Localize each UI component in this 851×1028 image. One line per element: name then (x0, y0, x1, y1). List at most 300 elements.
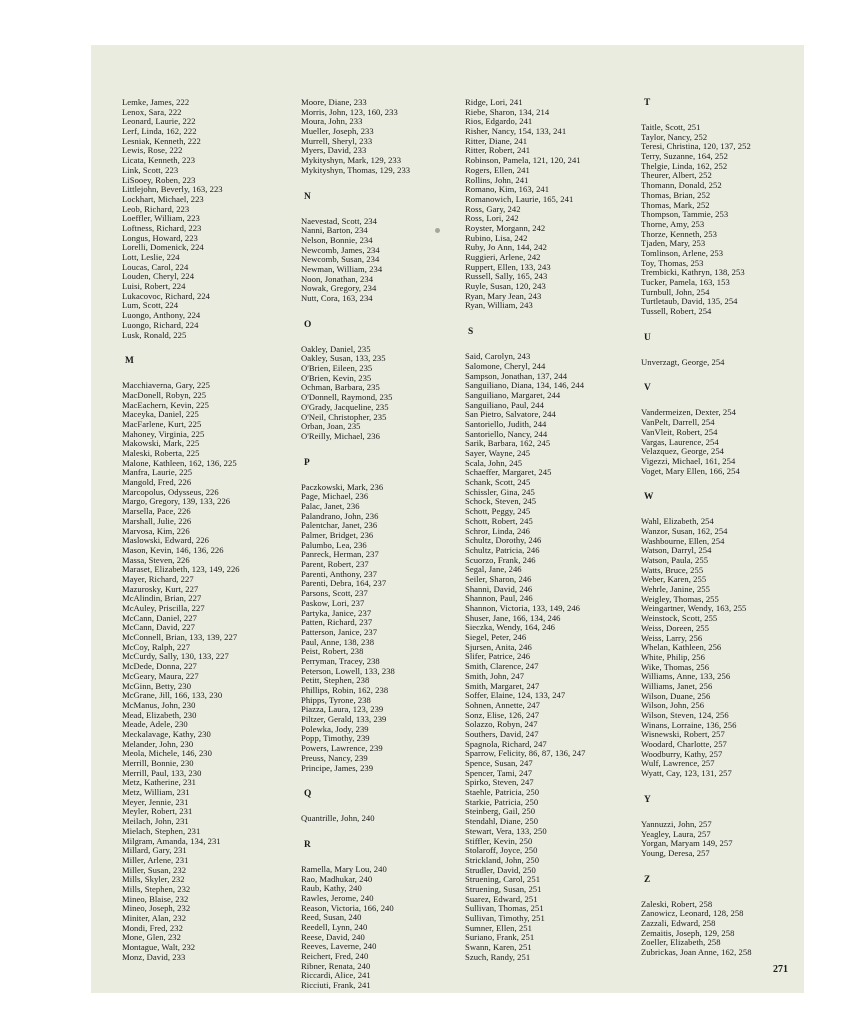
index-entry: Mondi, Fred, 232 (122, 922, 183, 933)
index-entry: Leonard, Laurie, 222 (122, 116, 196, 127)
entry-list (122, 98, 287, 340)
index-entry: Spirko, Steven, 247 (465, 777, 534, 788)
index-entry: Mason, Kevin, 146, 136, 226 (122, 544, 224, 555)
index-entry: Sanguiliano, Paul, 244 (465, 399, 544, 410)
index-entry: Merrill, Bonnie, 230 (122, 758, 194, 768)
index-entry: Shanni, David, 246 (465, 583, 533, 594)
index-entry: Weber, Karen, 255 (641, 574, 707, 585)
section-letter-v: V (644, 383, 651, 394)
index-column-3 (465, 98, 630, 962)
section-letter-w: W (644, 492, 654, 503)
entry-list (122, 381, 287, 962)
index-entry: Robinson, Pamela, 121, 120, 241 (465, 155, 581, 166)
index-entry: Shannon, Paul, 246 (465, 593, 533, 604)
index-entry: Schultz, Dorothy, 246 (465, 535, 542, 546)
entry-list (301, 98, 466, 176)
index-entry: Schock, Steven, 245 (465, 496, 537, 507)
index-entry: Vandermeizen, Dexter, 254 (641, 407, 736, 418)
index-entry: Newman, William, 234 (301, 263, 383, 274)
index-entry: Marcopolus, Odysseus, 226 (122, 486, 219, 497)
index-column-1 (122, 98, 287, 962)
index-entry: Louden, Cheryl, 224 (122, 271, 195, 282)
index-entry: Maraset, Elizabeth, 123, 149, 226 (122, 564, 240, 575)
index-entry: Parenti, Debra, 164, 237 (301, 578, 387, 589)
index-entry: Thompson, Tammie, 253 (641, 209, 729, 220)
index-entry: Ruggieri, Arlene, 242 (465, 252, 541, 262)
index-entry: Starkie, Patricia, 250 (465, 796, 539, 807)
index-entry: Panreck, Herman, 237 (301, 549, 379, 560)
section-letter-r: R (304, 839, 311, 850)
index-entry: Vigezzi, Michael, 161, 254 (641, 455, 736, 466)
index-entry: Wahl, Elizabeth, 254 (641, 516, 714, 527)
index-entry: Wulf, Lawrence, 257 (641, 758, 715, 769)
section-letter-u: U (644, 332, 651, 343)
index-entry: Reedell, Lynn, 240 (301, 922, 368, 932)
index-entry: Milgram, Amanda, 134, 231 (122, 835, 221, 846)
index-entry: Vargas, Laurence, 254 (641, 436, 719, 447)
index-entry: Malone, Kathleen, 162, 136, 225 (122, 457, 237, 468)
index-entry: McCann, David, 227 (122, 622, 195, 633)
index-entry: Turtletaub, David, 135, 254 (641, 296, 738, 307)
entry-list (641, 408, 806, 476)
index-entry: Piazza, Laura, 123, 239 (301, 704, 384, 715)
index-entry: Woodburry, Kathy, 257 (641, 748, 723, 759)
index-entry: Wilson, Steven, 124, 256 (641, 710, 729, 720)
index-entry: Zanowicz, Leonard, 128, 258 (641, 908, 744, 919)
index-entry: Meyler, Robert, 231 (122, 806, 193, 817)
index-entry: Ruby, Jo Ann, 144, 242 (465, 242, 547, 253)
index-entry: Paul, Anne, 138, 238 (301, 636, 375, 647)
index-entry: Link, Scott, 223 (122, 164, 179, 175)
index-entry: Marshall, Julie, 226 (122, 515, 192, 526)
index-entry: Rogers, Ellen, 241 (465, 164, 530, 175)
index-entry: Weiss, Doreen, 255 (641, 622, 709, 633)
index-entry: Weigley, Thomas, 255 (641, 593, 719, 604)
index-entry: Palandrano, John, 236 (301, 510, 379, 521)
index-entry: Struening, Susan, 251 (465, 883, 542, 894)
index-entry: Lockhart, Michael, 223 (122, 193, 204, 204)
index-entry: Mone, Glen, 232 (122, 932, 181, 943)
index-entry: Rubino, Lisa, 242 (465, 232, 528, 243)
index-entry: Palmer, Bridget, 236 (301, 530, 374, 540)
index-entry: Royster, Morgann, 242 (465, 222, 546, 233)
index-entry: Marsella, Pace, 226 (122, 506, 191, 517)
index-entry: Mielach, Stephen, 231 (122, 825, 201, 836)
index-entry: McCoy, Ralph, 227 (122, 641, 191, 652)
index-entry: Romanowich, Laurie, 165, 241 (465, 193, 574, 204)
index-entry: Watts, Bruce, 255 (641, 564, 704, 575)
index-entry: Toy, Thomas, 253 (641, 257, 704, 268)
index-entry: Reed, Susan, 240 (301, 912, 362, 923)
index-entry: Paskow, Lori, 237 (301, 597, 365, 608)
index-entry: McManus, John, 230 (122, 699, 196, 710)
index-entry: Wike, Thomas, 256 (641, 661, 710, 672)
index-entry: O'Brien, Eileen, 235 (301, 363, 373, 374)
index-entry: Parsons, Scott, 237 (301, 588, 368, 599)
index-entry: Suriano, Frank, 251 (465, 932, 535, 943)
index-entry: MacEachern, Kevin, 225 (122, 399, 210, 410)
index-entry: Meade, Adele, 230 (122, 719, 188, 730)
index-entry: Ritter, Diane, 241 (465, 135, 528, 146)
section-letter-o: O (304, 319, 312, 330)
index-entry: Moura, John, 233 (301, 116, 363, 127)
index-entry: Tucker, Pamela, 163, 153 (641, 277, 730, 287)
index-entry: McCann, Daniel, 227 (122, 612, 197, 623)
index-entry: Mahoney, Virginia, 225 (122, 428, 205, 439)
index-entry: Sampson, Jonathan, 137, 244 (465, 370, 568, 381)
index-entry: Strickland, John, 250 (465, 854, 540, 865)
index-entry: Luongo, Richard, 224 (122, 319, 199, 330)
index-entry: Taylor, Nancy, 252 (641, 131, 708, 142)
index-entry: Voget, Mary Ellen, 166, 254 (641, 465, 740, 476)
index-entry: Perryman, Tracey, 238 (301, 655, 380, 666)
index-entry: Spence, Susan, 247 (465, 758, 533, 768)
index-entry: Thomas, Brian, 252 (641, 189, 711, 200)
index-entry: Oakley, Susan, 133, 235 (301, 353, 386, 364)
index-entry: McGinn, Betty, 230 (122, 680, 192, 691)
index-entry: Seiler, Sharon, 246 (465, 573, 532, 584)
section-letter-s: S (468, 327, 474, 338)
index-entry: Schissler, Gina, 245 (465, 486, 535, 497)
index-entry: Orban, Joan, 235 (301, 421, 361, 432)
index-entry: Ruppert, Ellen, 133, 243 (465, 261, 551, 272)
index-entry: Millard, Gary, 231 (122, 845, 187, 856)
entry-list (301, 865, 466, 991)
index-entry: Massa, Steven, 226 (122, 554, 190, 565)
index-entry: O'Donnell, Raymond, 235 (301, 392, 393, 403)
index-entry: Szuch, Randy, 251 (465, 951, 531, 962)
index-entry: Unverzagt, George, 254 (641, 356, 725, 367)
index-entry: Yannuzzi, John, 257 (641, 818, 712, 829)
index-entry: Ricciuti, Frank, 241 (301, 980, 371, 991)
index-entry: Zazzali, Edward, 258 (641, 917, 716, 928)
index-entry: Schaeffer, Margaret, 245 (465, 467, 552, 478)
index-entry: Sumner, Ellen, 251 (465, 922, 532, 933)
index-entry: Littlejohn, Beverly, 163, 223 (122, 184, 223, 195)
index-entry: Moore, Diane, 233 (301, 97, 367, 107)
index-entry: Steinberg, Gail, 250 (465, 806, 536, 817)
index-entry: Luongo, Anthony, 224 (122, 310, 201, 321)
index-entry: Sonz, Elise, 126, 247 (465, 709, 540, 720)
index-entry: Wehrle, Janine, 255 (641, 584, 710, 595)
index-entry: Lesniak, Kenneth, 222 (122, 135, 201, 146)
index-entry: Mead, Elizabeth, 230 (122, 709, 197, 720)
index-column-4 (641, 98, 806, 958)
index-entry: Southers, David, 247 (465, 728, 539, 739)
index-entry: Newcomb, Susan, 234 (301, 254, 380, 265)
index-entry: Romano, Kim, 163, 241 (465, 184, 550, 195)
index-entry: Smith, John, 247 (465, 670, 525, 681)
index-entry: Mykityshyn, Thomas, 129, 233 (301, 164, 411, 175)
entry-list (641, 517, 806, 779)
index-entry: Mineo, Joseph, 232 (122, 903, 191, 914)
index-entry: Zoeller, Elizabeth, 258 (641, 937, 721, 948)
index-entry: Paczkowski, Mark, 236 (301, 481, 384, 492)
index-entry: Merrill, Paul, 133, 230 (122, 767, 202, 778)
index-entry: Palentchar, Janet, 236 (301, 520, 378, 531)
index-entry: Wilson, Duane, 256 (641, 690, 711, 701)
index-entry: Petitt, Stephen, 238 (301, 675, 370, 686)
index-entry: Loeffler, William, 223 (122, 213, 200, 224)
index-entry: Partyka, Janice, 237 (301, 607, 372, 618)
index-entry: Reeves, Laverne, 240 (301, 941, 377, 952)
index-entry: Lenox, Sara, 222 (122, 106, 182, 117)
index-entry: Salomone, Cheryl, 244 (465, 360, 546, 371)
section-letter-q: Q (304, 789, 312, 800)
index-entry: Patterson, Janice, 237 (301, 626, 378, 637)
index-entry: Margo, Gregory, 139, 133, 226 (122, 496, 231, 507)
index-entry: Solazzo, Robyn, 247 (465, 719, 538, 730)
index-entry: Yeagley, Laura, 257 (641, 828, 711, 839)
index-column-2 (301, 98, 466, 991)
index-entry: Maleski, Roberta, 225 (122, 448, 200, 458)
index-entry: Luisi, Robert, 224 (122, 281, 186, 292)
index-entry: Montague, Walt, 232 (122, 942, 196, 953)
index-entry: O'Reilly, Michael, 236 (301, 430, 380, 441)
index-entry: McAlindin, Brian, 227 (122, 593, 202, 604)
index-entry: Polewka, Jody, 239 (301, 723, 369, 734)
index-entry: Mayer, Richard, 227 (122, 573, 194, 584)
index-entry: McGeary, Maura, 227 (122, 670, 199, 681)
index-entry: Mykityshyn, Mark, 129, 233 (301, 155, 402, 166)
index-entry: Schott, Peggy, 245 (465, 506, 531, 517)
index-entry: Lott, Leslie, 224 (122, 252, 180, 262)
index-entry: O'Neil, Christopher, 235 (301, 411, 387, 422)
index-entry: Tomlinson, Arlene, 253 (641, 247, 724, 258)
index-entry: Siegel, Peter, 246 (465, 632, 527, 643)
index-entry: Schultz, Patricia, 246 (465, 544, 540, 555)
index-entry: Lerf, Linda, 162, 222 (122, 126, 197, 137)
index-entry: Staehle, Patricia, 250 (465, 787, 540, 798)
index-entry: Smith, Margaret, 247 (465, 680, 540, 691)
index-entry: Meilach, John, 231 (122, 816, 189, 827)
index-entry: Melander, John, 230 (122, 738, 194, 749)
index-entry: Macchiaverna, Gary, 225 (122, 380, 210, 391)
section-letter-z: Z (644, 874, 651, 885)
index-entry: Washbourne, Ellen, 254 (641, 535, 725, 546)
index-entry: O'Brien, Kevin, 235 (301, 372, 372, 383)
index-entry: Scuorzo, Frank, 246 (465, 554, 536, 565)
entry-list (465, 352, 630, 962)
index-entry: Loftness, Richard, 223 (122, 222, 202, 233)
index-entry: McAuley, Priscilla, 227 (122, 603, 205, 613)
index-entry: Riebe, Sharon, 134, 214 (465, 106, 550, 117)
index-entry: Newcomb, James, 234 (301, 244, 380, 255)
index-entry: Rios, Edgardo, 241 (465, 116, 533, 127)
index-entry: Taitle, Scott, 251 (641, 122, 701, 132)
index-entry: Weingartner, Wendy, 163, 255 (641, 603, 747, 614)
index-entry: McGrane, Jill, 166, 133, 230 (122, 690, 223, 701)
index-entry: Scala, John, 245 (465, 457, 523, 468)
index-entry: Teresi, Christina, 120, 137, 252 (641, 141, 751, 152)
index-entry: Patten, Richard, 237 (301, 617, 373, 628)
index-entry: Weiss, Larry, 256 (641, 632, 703, 643)
index-entry: Watson, Darryl, 254 (641, 545, 712, 556)
index-entry: Page, Michael, 236 (301, 491, 369, 502)
entry-list (301, 217, 466, 304)
index-entry: Thorne, Amy, 253 (641, 218, 705, 229)
index-entry: Sullivan, Timothy, 251 (465, 913, 545, 923)
index-entry: Licata, Kenneth, 223 (122, 155, 196, 166)
index-entry: Zaleski, Robert, 258 (641, 898, 713, 909)
index-entry: Shannon, Victoria, 133, 149, 246 (465, 603, 581, 613)
index-entry: Naevestad, Scott, 234 (301, 215, 377, 226)
index-entry: Raub, Kathy, 240 (301, 883, 362, 894)
index-entry: Rawles, Jerome, 240 (301, 892, 374, 903)
index-entry: Peterson, Lowell, 133, 238 (301, 665, 395, 676)
index-entry: Ryan, Mary Jean, 243 (465, 290, 542, 301)
index-entry: Ross, Lori, 242 (465, 213, 519, 224)
index-entry: Swann, Karen, 251 (465, 942, 532, 953)
index-entry: Santoriello, Nancy, 244 (465, 428, 548, 439)
index-entry: Phillips, Robin, 162, 238 (301, 685, 389, 695)
index-entry: Ribner, Renata, 240 (301, 960, 371, 971)
index-entry: Palumbo, Lea, 236 (301, 539, 367, 550)
entry-list (641, 820, 806, 859)
index-entry: White, Philip, 256 (641, 651, 705, 662)
index-entry: Stiffler, Kevin, 250 (465, 835, 533, 846)
index-entry: Makowski, Mark, 225 (122, 438, 200, 449)
index-entry: Yorgan, Maryam 149, 257 (641, 838, 733, 849)
index-entry: Palac, Janet, 236 (301, 500, 360, 511)
index-entry: Rollins, John, 241 (465, 174, 529, 185)
index-entry: Lemke, James, 222 (122, 97, 190, 107)
index-entry: Thomann, Donald, 252 (641, 180, 722, 191)
ink-smudge (435, 228, 440, 233)
index-entry: Mangold, Fred, 226 (122, 477, 192, 488)
index-entry: McCurdy, Sally, 130, 133, 227 (122, 651, 229, 662)
index-entry: Thorze, Kenneth, 253 (641, 228, 717, 239)
index-entry: Sparrow, Felicity, 86, 87, 136, 247 (465, 748, 586, 759)
index-entry: Zemaitis, Joseph, 129, 258 (641, 927, 735, 938)
index-entry: Piltzer, Gerald, 133, 239 (301, 714, 387, 725)
index-entry: Stolaroff, Joyce, 250 (465, 845, 538, 856)
index-entry: Nanni, Barton, 234 (301, 225, 368, 236)
index-entry: Mueller, Joseph, 233 (301, 126, 374, 137)
index-entry: Rao, Madhukar, 240 (301, 873, 373, 884)
index-entry: Whelan, Kathleen, 256 (641, 642, 722, 653)
index-entry: Longus, Howard, 223 (122, 232, 198, 243)
index-entry: MacDonell, Robyn, 225 (122, 389, 207, 400)
index-entry: Murrell, Sheryl, 233 (301, 135, 373, 146)
index-entry: McConnell, Brian, 133, 139, 227 (122, 632, 238, 643)
entry-list (301, 345, 466, 442)
index-entry: Reese, David, 240 (301, 931, 365, 942)
entry-list (301, 814, 466, 824)
index-entry: Metz, Katherine, 231 (122, 777, 197, 788)
index-entry: Mazurosky, Kurt, 227 (122, 583, 199, 594)
index-entry: Morris, John, 123, 160, 233 (301, 106, 398, 117)
index-entry: Marvosa, Kim, 226 (122, 525, 190, 536)
index-entry: Maslowski, Edward, 226 (122, 535, 210, 546)
entry-list (301, 483, 466, 774)
index-entry: LiSooey, Roben, 223 (122, 174, 196, 185)
index-entry: Nelson, Bonnie, 234 (301, 234, 373, 245)
index-entry: Ochman, Barbara, 235 (301, 382, 380, 393)
index-entry: Ryan, William, 243 (465, 300, 533, 311)
index-entry: Terry, Suzanne, 164, 252 (641, 151, 728, 162)
index-entry: San Pietro, Salvatore, 244 (465, 409, 556, 420)
index-entry: Lusk, Ronald, 225 (122, 329, 187, 340)
index-entry: Winans, Lorraine, 136, 256 (641, 719, 737, 730)
index-entry: Ross, Gary, 242 (465, 203, 521, 214)
index-entry: Reason, Victoria, 166, 240 (301, 902, 394, 913)
index-entry: Miller, Arlene, 231 (122, 854, 189, 865)
index-entry: Sjursen, Anita, 246 (465, 641, 532, 652)
index-entry: Suarez, Edward, 251 (465, 893, 538, 904)
index-entry: Williams, Anne, 133, 256 (641, 671, 731, 682)
index-entry: Turnbull, John, 254 (641, 286, 710, 297)
index-entry: Tjaden, Mary, 253 (641, 238, 706, 249)
index-entry: Maceyka, Daniel, 225 (122, 409, 199, 420)
index-entry: Riccardi, Alice, 241 (301, 970, 371, 981)
index-entry: Watson, Paula, 255 (641, 555, 709, 565)
index-entry: Schott, Robert, 245 (465, 515, 533, 526)
section-letter-m: M (125, 356, 134, 367)
index-entry: Preuss, Nancy, 239 (301, 752, 368, 763)
index-entry: Miller, Susan, 232 (122, 864, 187, 875)
index-entry: Meola, Michele, 146, 230 (122, 748, 212, 759)
index-entry: Stendahl, Diane, 250 (465, 816, 539, 827)
entry-list (465, 98, 630, 311)
index-entry: Williams, Janet, 256 (641, 680, 713, 691)
section-letter-p: P (304, 457, 310, 468)
index-entry: Segal, Jane, 246 (465, 564, 522, 575)
index-entry: Strudler, David, 250 (465, 864, 536, 875)
index-entry: Meyer, Jennie, 231 (122, 796, 189, 807)
index-entry: Smith, Clarence, 247 (465, 661, 539, 672)
index-entry: Mills, Stephen, 232 (122, 883, 191, 894)
index-entry: Soffer, Elaine, 124, 133, 247 (465, 690, 566, 701)
index-entry: Reichert, Fred, 240 (301, 951, 369, 962)
section-letter-n: N (304, 191, 311, 202)
index-entry: Mills, Skyler, 232 (122, 874, 185, 885)
index-entry: Nowak, Gregory, 234 (301, 283, 377, 294)
index-entry: Spagnola, Richard, 247 (465, 738, 547, 749)
index-entry: Ramella, Mary Lou, 240 (301, 863, 387, 874)
index-entry: O'Grady, Jacqueline, 235 (301, 401, 389, 412)
index-entry: Parent, Robert, 237 (301, 559, 369, 570)
index-entry: Sieczka, Wendy, 164, 246 (465, 622, 556, 633)
index-entry: Woodard, Charlotte, 257 (641, 739, 727, 750)
index-entry: Risher, Nancy, 154, 133, 241 (465, 126, 567, 137)
index-entry: Noon, Jonathan, 234 (301, 273, 374, 284)
index-entry: Wisnewski, Robert, 257 (641, 729, 725, 740)
index-entry: Slifer, Patrice, 246 (465, 651, 531, 662)
index-entry: Thomas, Mark, 252 (641, 199, 710, 210)
index-entry: Ruyle, Susan, 120, 243 (465, 281, 546, 292)
index-entry: Santoriello, Judith, 244 (465, 418, 547, 429)
entry-list (641, 358, 806, 368)
index-entry: Sanguiliano, Margaret, 244 (465, 389, 561, 400)
index-entry: Weinstock, Scott, 255 (641, 613, 718, 624)
index-entry: Shuser, Jane, 166, 134, 246 (465, 612, 561, 623)
index-entry: Stewart, Vera, 133, 250 (465, 825, 547, 836)
index-entry: Wilson, John, 256 (641, 700, 705, 711)
index-entry: Manfra, Laurie, 225 (122, 467, 193, 478)
index-entry: Struening, Carol, 251 (465, 874, 541, 885)
index-entry: Nutt, Cora, 163, 234 (301, 293, 373, 303)
index-entry: Velazquez, George, 254 (641, 446, 725, 457)
index-entry: Lewis, Rose, 222 (122, 145, 183, 156)
entry-list (641, 900, 806, 958)
index-entry: Monz, David, 233 (122, 951, 186, 962)
index-entry: Wyatt, Cay, 123, 131, 257 (641, 768, 732, 779)
page-number: 271 (773, 964, 788, 975)
index-entry: Metz, William, 231 (122, 787, 190, 798)
index-entry: Popp, Timothy, 239 (301, 733, 370, 744)
index-entry: Sayer, Wayne, 245 (465, 448, 531, 458)
